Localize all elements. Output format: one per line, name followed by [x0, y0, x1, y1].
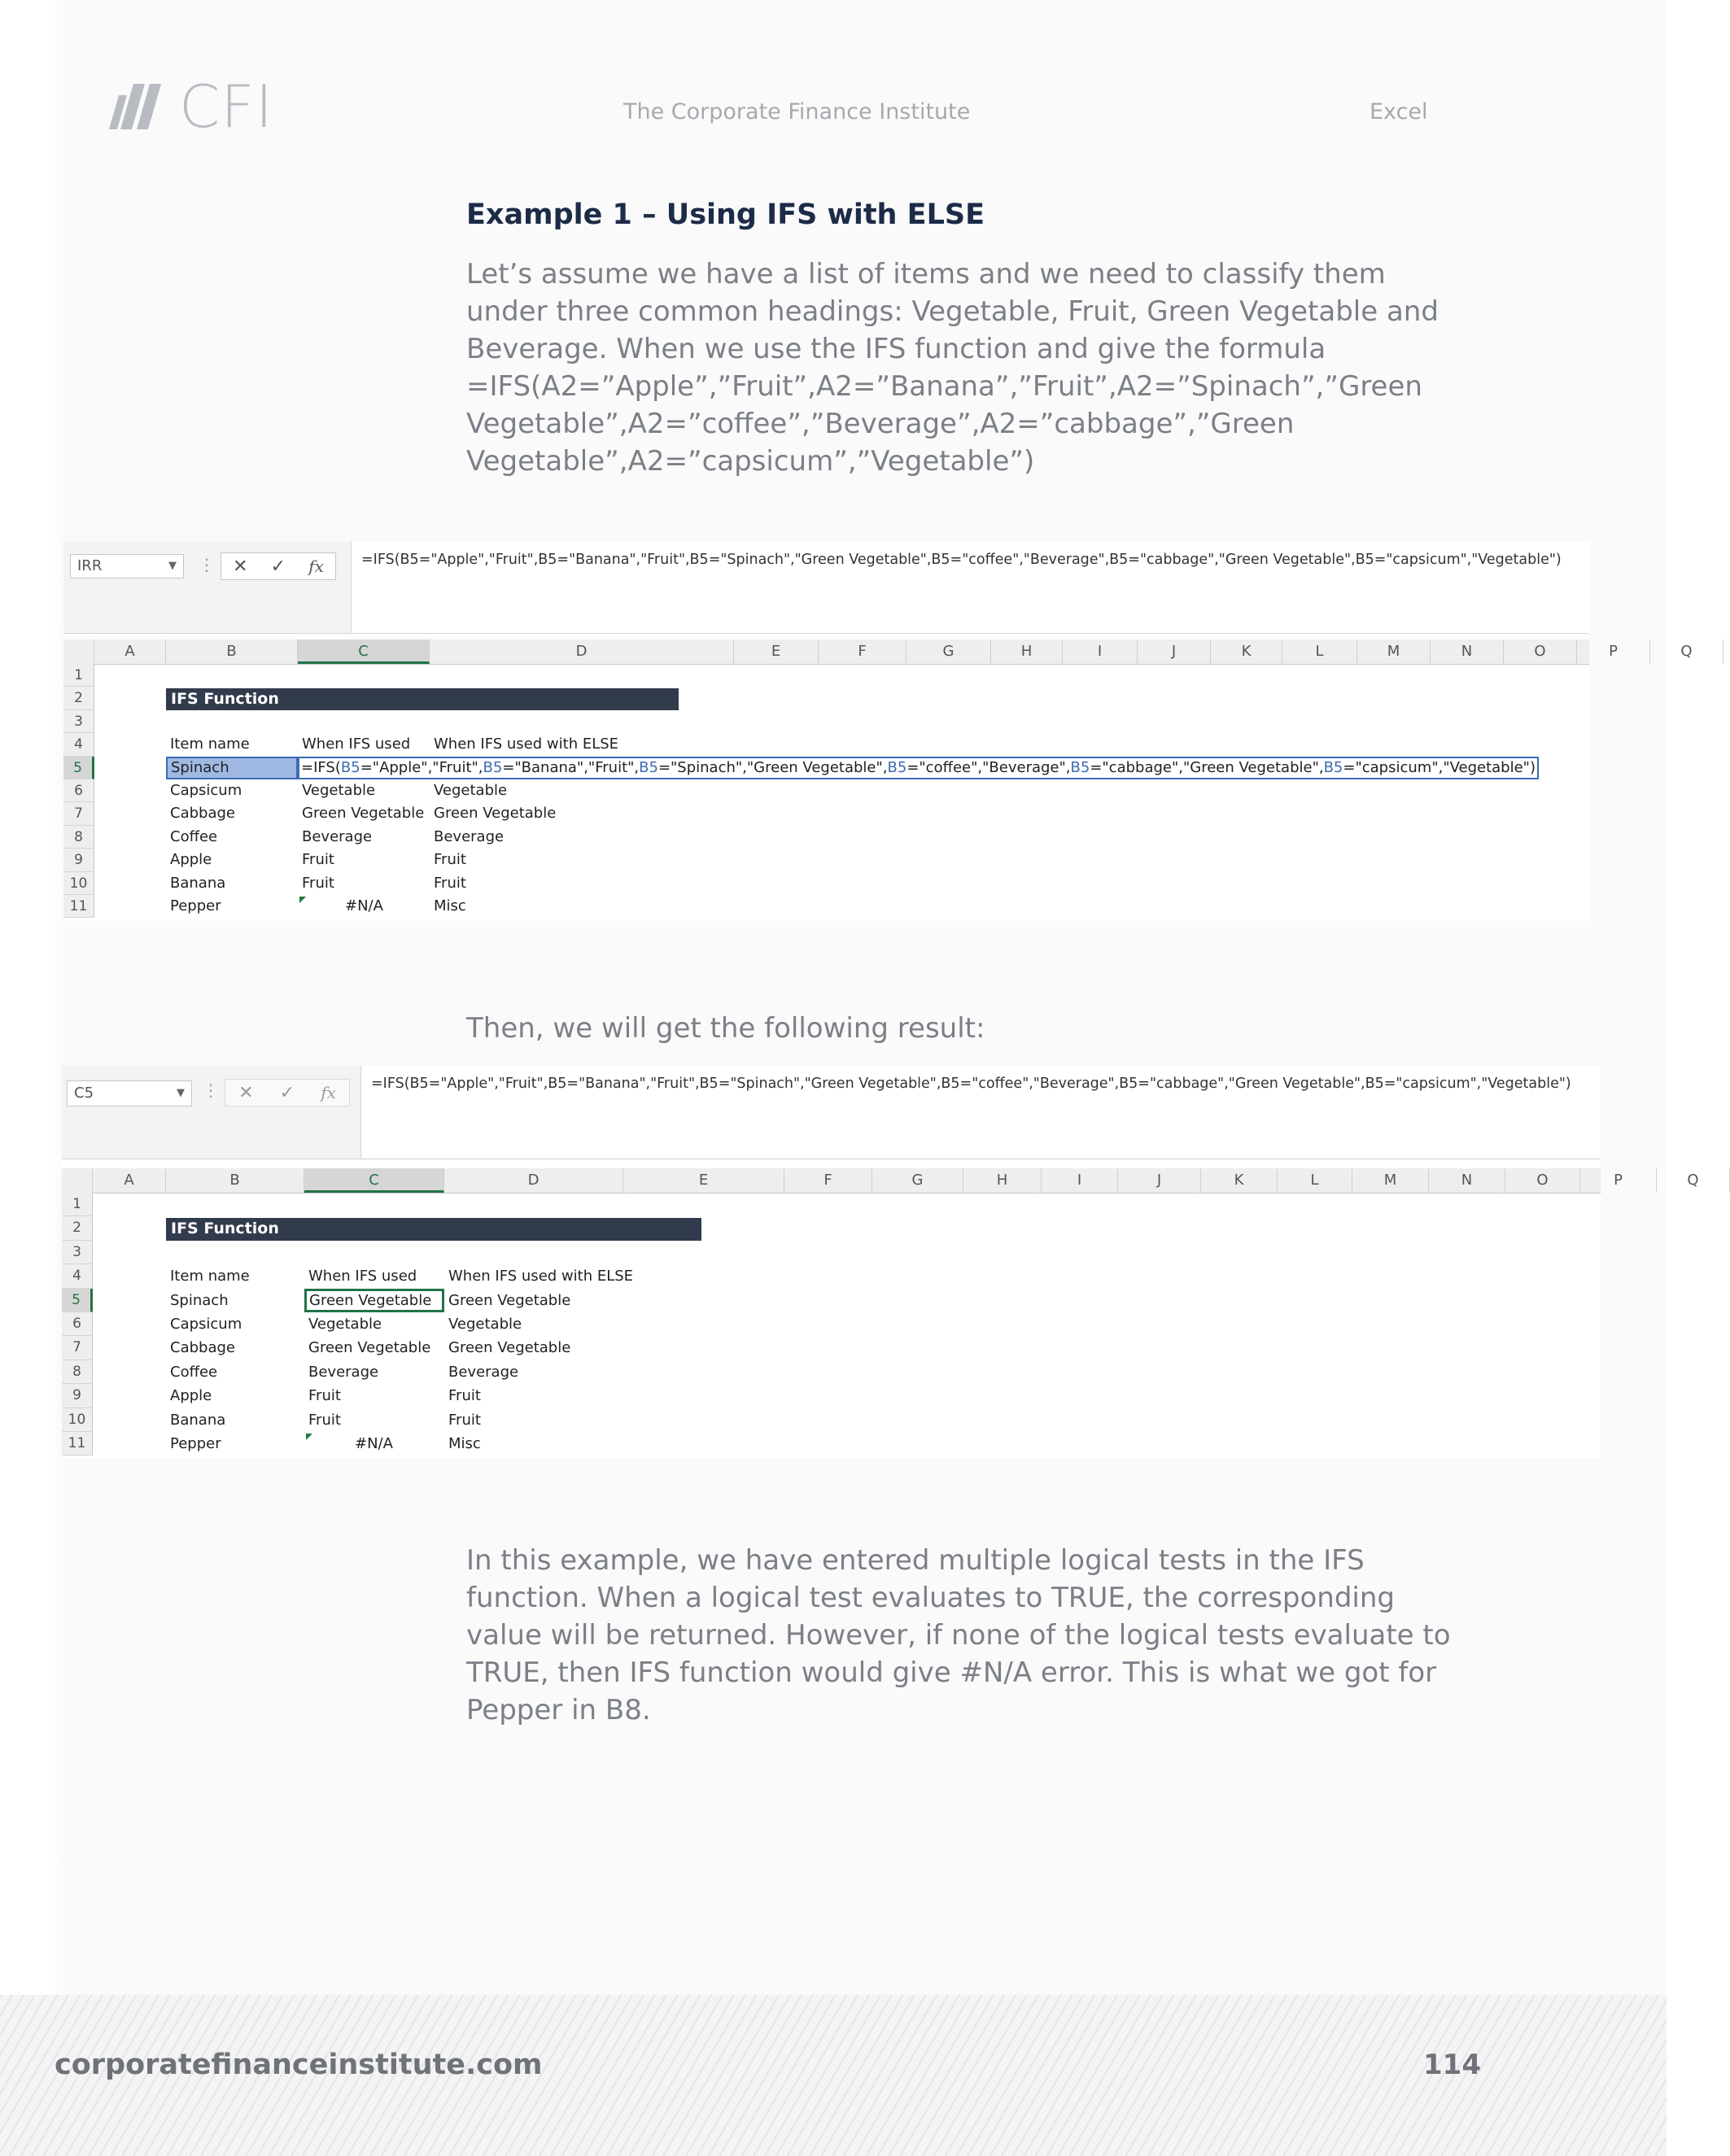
- ifs-else-result-cell[interactable]: Fruit: [448, 1411, 481, 1429]
- column-header-q[interactable]: Q: [1650, 639, 1723, 664]
- ifs-else-result-cell[interactable]: Green Vegetable: [448, 1291, 571, 1309]
- row-header-7[interactable]: 7: [62, 1336, 93, 1360]
- formula-segment: =IFS(: [301, 758, 341, 776]
- header-section: Excel: [1370, 99, 1428, 124]
- error-indicator-icon: [299, 897, 306, 903]
- column-header-m[interactable]: M: [1352, 1168, 1429, 1193]
- cancel-icon[interactable]: ✕: [238, 1082, 254, 1103]
- row-header-10[interactable]: 10: [63, 872, 94, 895]
- row-header-5[interactable]: 5: [63, 757, 94, 779]
- cell-reference: B5: [887, 758, 907, 776]
- ifs-else-result-cell[interactable]: Vegetable: [448, 1316, 522, 1333]
- formula-segment: ="Apple","Fruit",: [360, 758, 483, 776]
- row-header-6[interactable]: 6: [63, 779, 94, 802]
- cfi-logo: [112, 72, 273, 141]
- column-header-i[interactable]: I: [1042, 1168, 1118, 1193]
- row-header-8[interactable]: 8: [62, 1360, 93, 1384]
- row-header-9[interactable]: 9: [63, 849, 94, 871]
- header-when-ifs-used: When IFS used: [308, 1268, 417, 1285]
- row-header-1[interactable]: 1: [62, 1193, 93, 1216]
- ifs-else-result-cell[interactable]: Fruit: [448, 1387, 481, 1405]
- formula-toolbar: [63, 542, 1589, 634]
- ifs-result-cell[interactable]: Vegetable: [302, 782, 376, 799]
- column-header-k[interactable]: K: [1211, 639, 1282, 664]
- column-header-e[interactable]: E: [623, 1168, 784, 1193]
- row-header-1[interactable]: 1: [63, 664, 94, 687]
- page-number: 114: [1423, 2049, 1481, 2081]
- column-header-g[interactable]: G: [872, 1168, 963, 1193]
- explanation-paragraph: In this example, we have entered multiple logical tests in the IFS function. When a logical test evaluates to TRUE, the corresponding value will be returned. However, if none of the logical tests evaluate to TRUE, then IFS function would give #N/A error. This is what we got for Pepper in B8.: [466, 1544, 1451, 1726]
- header-title: The Corporate Finance Institute: [623, 99, 971, 124]
- column-header-c[interactable]: C: [298, 639, 430, 664]
- column-headers: [62, 1168, 1699, 1194]
- row-header-4[interactable]: 4: [62, 1264, 93, 1288]
- row-header-11[interactable]: 11: [63, 895, 94, 918]
- ifs-result-cell[interactable]: Fruit: [308, 1387, 341, 1405]
- error-indicator-icon: [306, 1434, 312, 1440]
- item-name-cell[interactable]: Pepper: [170, 897, 221, 914]
- column-header-o[interactable]: O: [1504, 639, 1577, 664]
- formula-bar[interactable]: [360, 1066, 1601, 1159]
- ifs-else-result-cell[interactable]: Green Vegetable: [434, 805, 557, 823]
- item-name-cell[interactable]: Cabbage: [170, 805, 235, 823]
- row-header-3[interactable]: 3: [63, 710, 94, 733]
- ifs-result-cell[interactable]: Vegetable: [308, 1316, 382, 1333]
- column-header-j[interactable]: J: [1118, 1168, 1201, 1193]
- excel-screenshot-result: [62, 1066, 1699, 1458]
- formula-buttons: [221, 552, 336, 580]
- column-header-p[interactable]: P: [1577, 639, 1650, 664]
- cell-b5-selected[interactable]: Spinach: [166, 757, 298, 779]
- column-header-f[interactable]: F: [819, 639, 907, 664]
- ifs-result-error[interactable]: #N/A: [345, 897, 383, 914]
- header-when-ifs-used: When IFS used: [302, 735, 411, 753]
- row-header-8[interactable]: 8: [63, 826, 94, 849]
- more-icon: ⋮: [199, 555, 215, 574]
- cell-reference: B5: [483, 758, 503, 776]
- formula-segment: ="Spinach","Green Vegetable",: [657, 758, 888, 776]
- cell-reference: B5: [1323, 758, 1343, 776]
- formula-segment: ="Banana","Fruit",: [502, 758, 640, 776]
- select-all-corner[interactable]: [62, 1168, 93, 1193]
- cell-c5-active[interactable]: Green Vegetable: [304, 1289, 444, 1312]
- item-name-cell[interactable]: Pepper: [170, 1435, 221, 1452]
- formula-buttons: [225, 1079, 350, 1106]
- column-header-b[interactable]: B: [166, 1168, 304, 1193]
- formula-segment: ="coffee","Beverage",: [907, 758, 1071, 776]
- cell-reference: B5: [639, 758, 658, 776]
- excel-screenshot-editing: [63, 542, 1693, 921]
- name-box-value: C5: [74, 1085, 94, 1102]
- column-header-b[interactable]: B: [166, 639, 298, 664]
- row-header-6[interactable]: 6: [62, 1312, 93, 1336]
- more-icon: ⋮: [203, 1080, 219, 1100]
- column-header-n[interactable]: N: [1431, 639, 1504, 664]
- ifs-result-error[interactable]: #N/A: [355, 1435, 393, 1452]
- cell-reference: B5: [340, 758, 360, 776]
- name-box[interactable]: [67, 1080, 192, 1106]
- row-header-10[interactable]: 10: [62, 1408, 93, 1432]
- header-item-name: Item name: [170, 1268, 250, 1285]
- column-header-k[interactable]: K: [1201, 1168, 1278, 1193]
- row-header-2[interactable]: 2: [63, 687, 94, 709]
- select-all-corner[interactable]: [63, 639, 94, 664]
- column-header-m[interactable]: M: [1357, 639, 1431, 664]
- ifs-else-result-cell[interactable]: Fruit: [434, 851, 466, 869]
- item-name-cell[interactable]: Apple: [170, 851, 212, 869]
- footer-website: corporatefinanceinstitute.com: [55, 2049, 543, 2081]
- column-header-n[interactable]: N: [1429, 1168, 1505, 1193]
- header-when-ifs-used-with-else: When IFS used with ELSE: [434, 735, 619, 753]
- ifs-else-result-cell[interactable]: Green Vegetable: [448, 1339, 571, 1357]
- column-header-p[interactable]: P: [1580, 1168, 1657, 1193]
- formula-text: =IFS(B5="Apple","Fruit",B5="Banana","Fruit",B5="Spinach","Green Vegetable",B5="coffee","Beverage",B5="cabbage","Green Vegetable",B5="capsicum","Vegetable"): [371, 1076, 1571, 1092]
- ifs-else-result-cell[interactable]: Beverage: [448, 1363, 519, 1381]
- insert-function-icon[interactable]: fx: [308, 556, 324, 576]
- item-name-cell[interactable]: Apple: [170, 1387, 212, 1405]
- column-header-a[interactable]: A: [93, 1168, 166, 1193]
- item-name-cell[interactable]: Banana: [170, 874, 226, 892]
- name-box-value: IRR: [77, 557, 103, 574]
- chevron-down-icon[interactable]: ▼: [168, 560, 177, 572]
- ifs-else-result-cell[interactable]: Misc: [448, 1435, 481, 1452]
- row-header-4[interactable]: 4: [63, 733, 94, 756]
- ifs-else-result-cell[interactable]: Misc: [434, 897, 466, 914]
- item-name-cell[interactable]: Capsicum: [170, 1316, 242, 1333]
- formula-segment: ="cabbage","Green Vegetable",: [1090, 758, 1324, 776]
- column-header-i[interactable]: I: [1063, 639, 1138, 664]
- column-headers: [63, 639, 1693, 665]
- ifs-else-result-cell[interactable]: Beverage: [434, 827, 505, 845]
- row-header-3[interactable]: 3: [62, 1241, 93, 1264]
- column-header-g[interactable]: G: [907, 639, 991, 664]
- sheet-title-bar: IFS Function: [166, 1218, 701, 1240]
- column-header-d[interactable]: D: [430, 639, 734, 664]
- column-header-l[interactable]: L: [1282, 639, 1357, 664]
- chevron-down-icon[interactable]: ▼: [177, 1087, 185, 1099]
- ifs-result-cell[interactable]: Beverage: [302, 827, 373, 845]
- column-header-l[interactable]: L: [1278, 1168, 1352, 1193]
- formula-bar[interactable]: [351, 542, 1589, 633]
- example-heading: Example 1 – Using IFS with ELSE: [466, 199, 985, 231]
- header-when-ifs-used-with-else: When IFS used with ELSE: [448, 1268, 634, 1285]
- cell-c5-formula-editor[interactable]: [298, 757, 1539, 779]
- ifs-else-result-cell[interactable]: Vegetable: [434, 782, 508, 799]
- formula-segment: ="capsicum","Vegetable"): [1343, 758, 1536, 776]
- insert-function-icon[interactable]: fx: [321, 1083, 336, 1102]
- column-header-d[interactable]: D: [444, 1168, 623, 1193]
- row-header-11[interactable]: 11: [62, 1432, 93, 1456]
- formula-toolbar: [62, 1066, 1601, 1159]
- ifs-result-cell[interactable]: Fruit: [308, 1411, 341, 1429]
- column-header-h[interactable]: H: [991, 639, 1063, 664]
- item-name-cell[interactable]: Coffee: [170, 827, 218, 845]
- sheet-title-bar: IFS Function: [166, 688, 679, 709]
- ifs-else-result-cell[interactable]: Fruit: [434, 874, 466, 892]
- cancel-icon[interactable]: ✕: [233, 556, 248, 577]
- row-header-5[interactable]: 5: [62, 1289, 93, 1312]
- item-name-cell[interactable]: Spinach: [170, 1291, 229, 1309]
- item-name-cell[interactable]: Cabbage: [170, 1339, 235, 1357]
- ifs-result-cell[interactable]: Fruit: [302, 874, 334, 892]
- name-box[interactable]: [70, 554, 184, 578]
- row-header-2[interactable]: 2: [62, 1216, 93, 1240]
- column-header-j[interactable]: J: [1138, 639, 1211, 664]
- item-name-cell[interactable]: Capsicum: [170, 782, 242, 799]
- item-name-cell[interactable]: Banana: [170, 1411, 226, 1429]
- intro-paragraph: Let’s assume we have a list of items and we need to classify them under three common headings: Vegetable, Fruit, Green Vegetable and Beverage. When we use the IFS function and give the formula =IFS(A2=”Apple”,”Fruit”,A2=”Banana”,”Fruit”,A2=”Spinach”,”Green Vegetable”,A2=”coffee”,”Beverage”,A2=”cabbage”,”Green Vegetable”,A2=”capsicum”,”Vegetable”): [466, 258, 1439, 478]
- enter-icon[interactable]: ✓: [279, 1082, 295, 1103]
- ifs-result-cell[interactable]: Fruit: [302, 851, 334, 869]
- column-header-a[interactable]: A: [94, 639, 166, 664]
- item-name-cell[interactable]: Coffee: [170, 1363, 218, 1381]
- row-header-9[interactable]: 9: [62, 1384, 93, 1408]
- column-header-o[interactable]: O: [1505, 1168, 1580, 1193]
- column-header-c[interactable]: C: [304, 1168, 444, 1193]
- enter-icon[interactable]: ✓: [270, 556, 286, 577]
- cell-reference: B5: [1070, 758, 1090, 776]
- ifs-result-cell[interactable]: Beverage: [308, 1363, 379, 1381]
- row-header-7[interactable]: 7: [63, 802, 94, 825]
- column-header-f[interactable]: F: [784, 1168, 872, 1193]
- column-header-q[interactable]: Q: [1657, 1168, 1730, 1193]
- result-paragraph: Then, we will get the following result:: [466, 1012, 985, 1045]
- logo-text: CFI: [179, 72, 273, 141]
- ifs-result-cell[interactable]: Green Vegetable: [302, 805, 425, 823]
- column-header-h[interactable]: H: [963, 1168, 1042, 1193]
- column-header-e[interactable]: E: [734, 639, 819, 664]
- header-item-name: Item name: [170, 735, 250, 753]
- ifs-result-cell[interactable]: Green Vegetable: [308, 1339, 431, 1357]
- formula-text: =IFS(B5="Apple","Fruit",B5="Banana","Fruit",B5="Spinach","Green Vegetable",B5="coffee","Beverage",B5="cabbage","Green Vegetable",B5="capsicum","Vegetable"): [361, 552, 1562, 568]
- cfi-logo-icon: [112, 84, 169, 129]
